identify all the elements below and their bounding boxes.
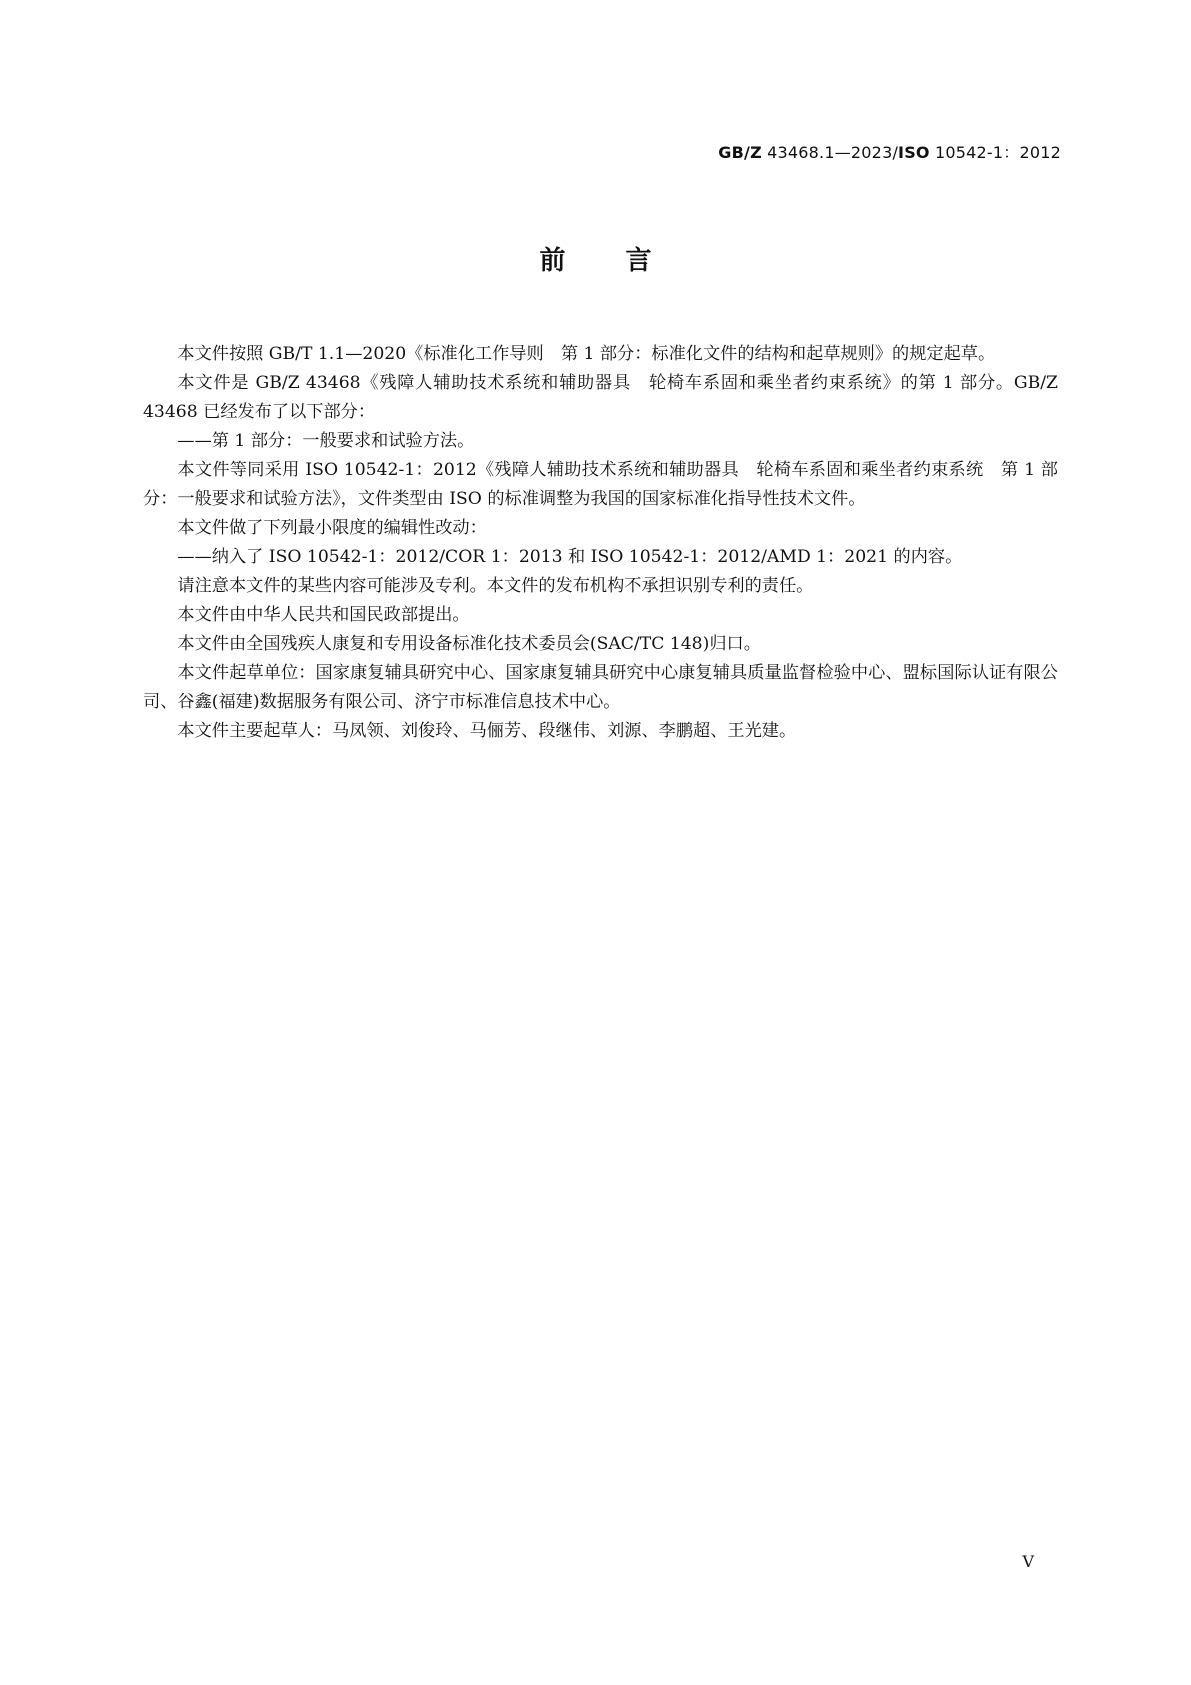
list-item-part-1: ——第 1 部分：一般要求和试验方法。 <box>177 431 475 451</box>
foreword-body <box>143 340 1058 746</box>
page-title: 前言 <box>539 246 712 276</box>
paragraph-editorial-changes: 本文件做了下列最小限度的编辑性改动： <box>177 518 487 538</box>
iso-code-prefix: ISO <box>898 143 930 162</box>
page-number: V <box>1022 1552 1034 1571</box>
paragraph-drafters: 本文件主要起草人：马凤领、刘俊玲、马俪芳、段继伟、刘源、李鹏超、王光建。 <box>177 721 797 741</box>
standard-code-prefix: GB/Z <box>718 143 762 162</box>
document-code-header <box>718 140 1061 163</box>
list-item-corrigendum-amendment: ——纳入了 ISO 10542-1：2012/COR 1：2013 和 ISO 10542-1：2012/AMD 1：2021 的内容。 <box>177 547 963 567</box>
paragraph-drafting-organizations: 本文件起草单位：国家康复辅具研究中心、国家康复辅具研究中心康复辅具质量监督检验中心、盟标国际认证有限公司、谷鑫(福建)数据服务有限公司、济宁市标准信息技术中心。 <box>143 663 1058 712</box>
standard-code-number: 43468.1—2023/ <box>761 143 899 162</box>
paragraph-identical-adoption: 本文件等同采用 ISO 10542-1：2012《残障人辅助技术系统和辅助器具 轮椅车系固和乘坐者约束系统 第 1 部分：一般要求和试验方法》，文件类型由 ISO 的标准调整为我国的国家标准化指导性技术文件。 <box>143 460 1058 509</box>
paragraph-technical-committee: 本文件由全国残疾人康复和专用设备标准化技术委员会(SAC/TC 148)归口。 <box>177 634 761 654</box>
paragraph-part-of-series: 本文件是 GB/Z 43468《残障人辅助技术系统和辅助器具 轮椅车系固和乘坐者约束系统》的第 1 部分。GB/Z 43468 已经发布了以下部分： <box>143 373 1058 422</box>
paragraph-patent-notice: 请注意本文件的某些内容可能涉及专利。本文件的发布机构不承担识别专利的责任。 <box>177 576 814 596</box>
iso-code-number: 10542-1：2012 <box>929 143 1061 162</box>
paragraph-drafting-rules: 本文件按照 GB/T 1.1—2020《标准化工作导则 第 1 部分：标准化文件的结构和起草规则》的规定起草。 <box>177 344 996 364</box>
paragraph-proposer: 本文件由中华人民共和国民政部提出。 <box>177 605 470 625</box>
